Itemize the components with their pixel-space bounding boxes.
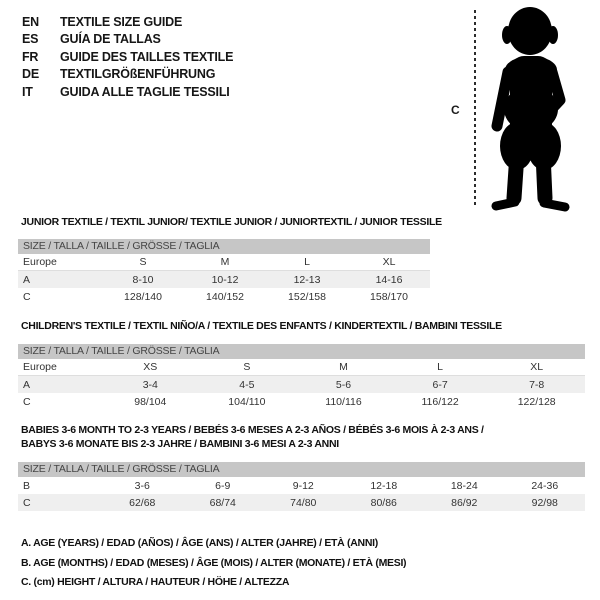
- language-title: GUIDE DES TAILLES TEXTILE: [60, 49, 234, 64]
- language-row: [22, 83, 233, 101]
- table-cell: 12-18: [370, 479, 398, 492]
- language-code: IT: [22, 84, 33, 99]
- language-code: EN: [22, 14, 39, 29]
- language-title: GUÍA DE TALLAS: [60, 32, 161, 47]
- language-code: DE: [22, 67, 39, 82]
- row-label: Europe: [23, 256, 57, 268]
- section-heading-junior: JUNIOR TEXTILE / TEXTIL JUNIOR/ TEXTILE JUNIOR / JUNIORTEXTIL / JUNIOR TESSILE: [21, 216, 442, 228]
- language-row: [22, 13, 233, 31]
- size-header-bar: SIZE / TALLA / TAILLE / GRÖSSE / TAGLIA: [18, 239, 430, 254]
- row-label: C: [23, 290, 31, 303]
- row-label: B: [23, 479, 31, 492]
- table-cell: S: [139, 256, 147, 268]
- table-cell: 14-16: [375, 273, 403, 286]
- row-label: A: [23, 273, 31, 286]
- children-size-table: [18, 344, 585, 410]
- language-code: FR: [22, 49, 39, 64]
- table-cell: 5-6: [335, 378, 352, 391]
- table-cell: XL: [530, 361, 544, 373]
- table-cell: 122/128: [517, 395, 556, 408]
- table-cell: XS: [143, 361, 158, 373]
- note-height: C. (cm) HEIGHT / ALTURA / HAUTEUR / HÖHE / ALTEZZA: [21, 576, 290, 588]
- table-cell: 104/110: [228, 395, 266, 408]
- table-cell: 3-6: [134, 479, 150, 492]
- table-cell: 8-10: [132, 273, 154, 286]
- language-row: [22, 31, 233, 49]
- table-cell: 4-5: [239, 378, 255, 391]
- table-cell: M: [339, 361, 348, 373]
- height-measure-label: C: [451, 103, 460, 117]
- language-title: GUIDA ALLE TAGLIE TESSILI: [60, 84, 230, 99]
- table-cell: 12-13: [293, 273, 321, 286]
- section-heading-babies-line2: BABYS 3-6 MONATE BIS 2-3 JAHRE / BAMBINI 3-6 MESI A 2-3 ANNI: [21, 438, 339, 450]
- table-cell: 86/92: [451, 496, 478, 509]
- table-cell: 9-12: [292, 479, 314, 492]
- language-legend: [22, 13, 233, 101]
- table-cell: M: [220, 256, 230, 268]
- note-age-months: B. AGE (MONTHS) / EDAD (MESES) / ÂGE (MOIS) / ALTER (MONATE) / ETÀ (MESI): [21, 556, 407, 569]
- section-heading-babies-line1: BABIES 3-6 MONTH TO 2-3 YEARS / BEBÉS 3-6 MESES A 2-3 AÑOS / BÉBÉS 3-6 MOIS À 2-3 ANS /: [21, 424, 484, 436]
- table-row-height: [18, 393, 585, 410]
- babies-size-table: [18, 462, 585, 511]
- table-cell: 110/116: [325, 395, 362, 408]
- table-row-europe: [18, 359, 585, 376]
- table-row-height: [18, 494, 585, 511]
- table-cell: 74/80: [290, 496, 317, 509]
- table-row-age: [18, 376, 585, 393]
- table-cell: 116/122: [421, 395, 459, 408]
- table-cell: 7-8: [529, 378, 545, 391]
- table-row-europe: [18, 254, 430, 271]
- section-heading-children: CHILDREN'S TEXTILE / TEXTIL NIÑO/A / TEXTILE DES ENFANTS / KINDERTEXTIL / BAMBINI TESSILE: [21, 320, 502, 332]
- table-cell: L: [304, 256, 310, 268]
- language-row: [22, 48, 233, 66]
- table-row-age: [18, 271, 430, 288]
- table-cell: 6-7: [432, 378, 448, 391]
- row-label: Europe: [23, 361, 57, 373]
- table-row-age-months: [18, 477, 585, 494]
- table-cell: 6-9: [215, 479, 231, 492]
- table-cell: 24-36: [531, 479, 559, 492]
- row-label: C: [23, 496, 31, 509]
- baby-silhouette-image: [482, 4, 578, 212]
- language-title: TEXTILE SIZE GUIDE: [60, 14, 183, 29]
- language-row: [22, 66, 233, 84]
- table-cell: 18-24: [450, 479, 478, 492]
- table-cell: 80/86: [370, 496, 397, 509]
- table-cell: 3-4: [142, 378, 158, 391]
- height-measure-dashed-line: [474, 10, 476, 207]
- table-cell: 140/152: [206, 290, 244, 303]
- table-row-height: [18, 288, 430, 305]
- note-age-years: A. AGE (YEARS) / EDAD (AÑOS) / ÂGE (ANS) / ALTER (JAHRE) / ETÀ (ANNI): [21, 537, 378, 549]
- table-cell: S: [243, 361, 251, 373]
- junior-size-table: [18, 239, 430, 305]
- table-cell: 128/140: [124, 290, 162, 303]
- size-header-bar: SIZE / TALLA / TAILLE / GRÖSSE / TAGLIA: [18, 462, 585, 477]
- language-title: TEXTILGRÖßENFÜHRUNG: [60, 67, 216, 82]
- row-label: A: [23, 378, 31, 391]
- table-cell: 98/104: [134, 395, 167, 408]
- table-cell: L: [437, 361, 443, 373]
- table-cell: XL: [382, 256, 396, 268]
- table-cell: 158/170: [370, 290, 408, 303]
- table-cell: 62/68: [129, 496, 156, 509]
- size-header-bar: SIZE / TALLA / TAILLE / GRÖSSE / TAGLIA: [18, 344, 585, 359]
- legend-notes: [21, 534, 406, 593]
- table-cell: 68/74: [209, 496, 236, 509]
- table-cell: 152/158: [288, 290, 326, 303]
- table-cell: 92/98: [531, 496, 558, 509]
- table-cell: 10-12: [211, 273, 239, 286]
- language-code: ES: [22, 32, 39, 47]
- row-label: C: [23, 395, 31, 408]
